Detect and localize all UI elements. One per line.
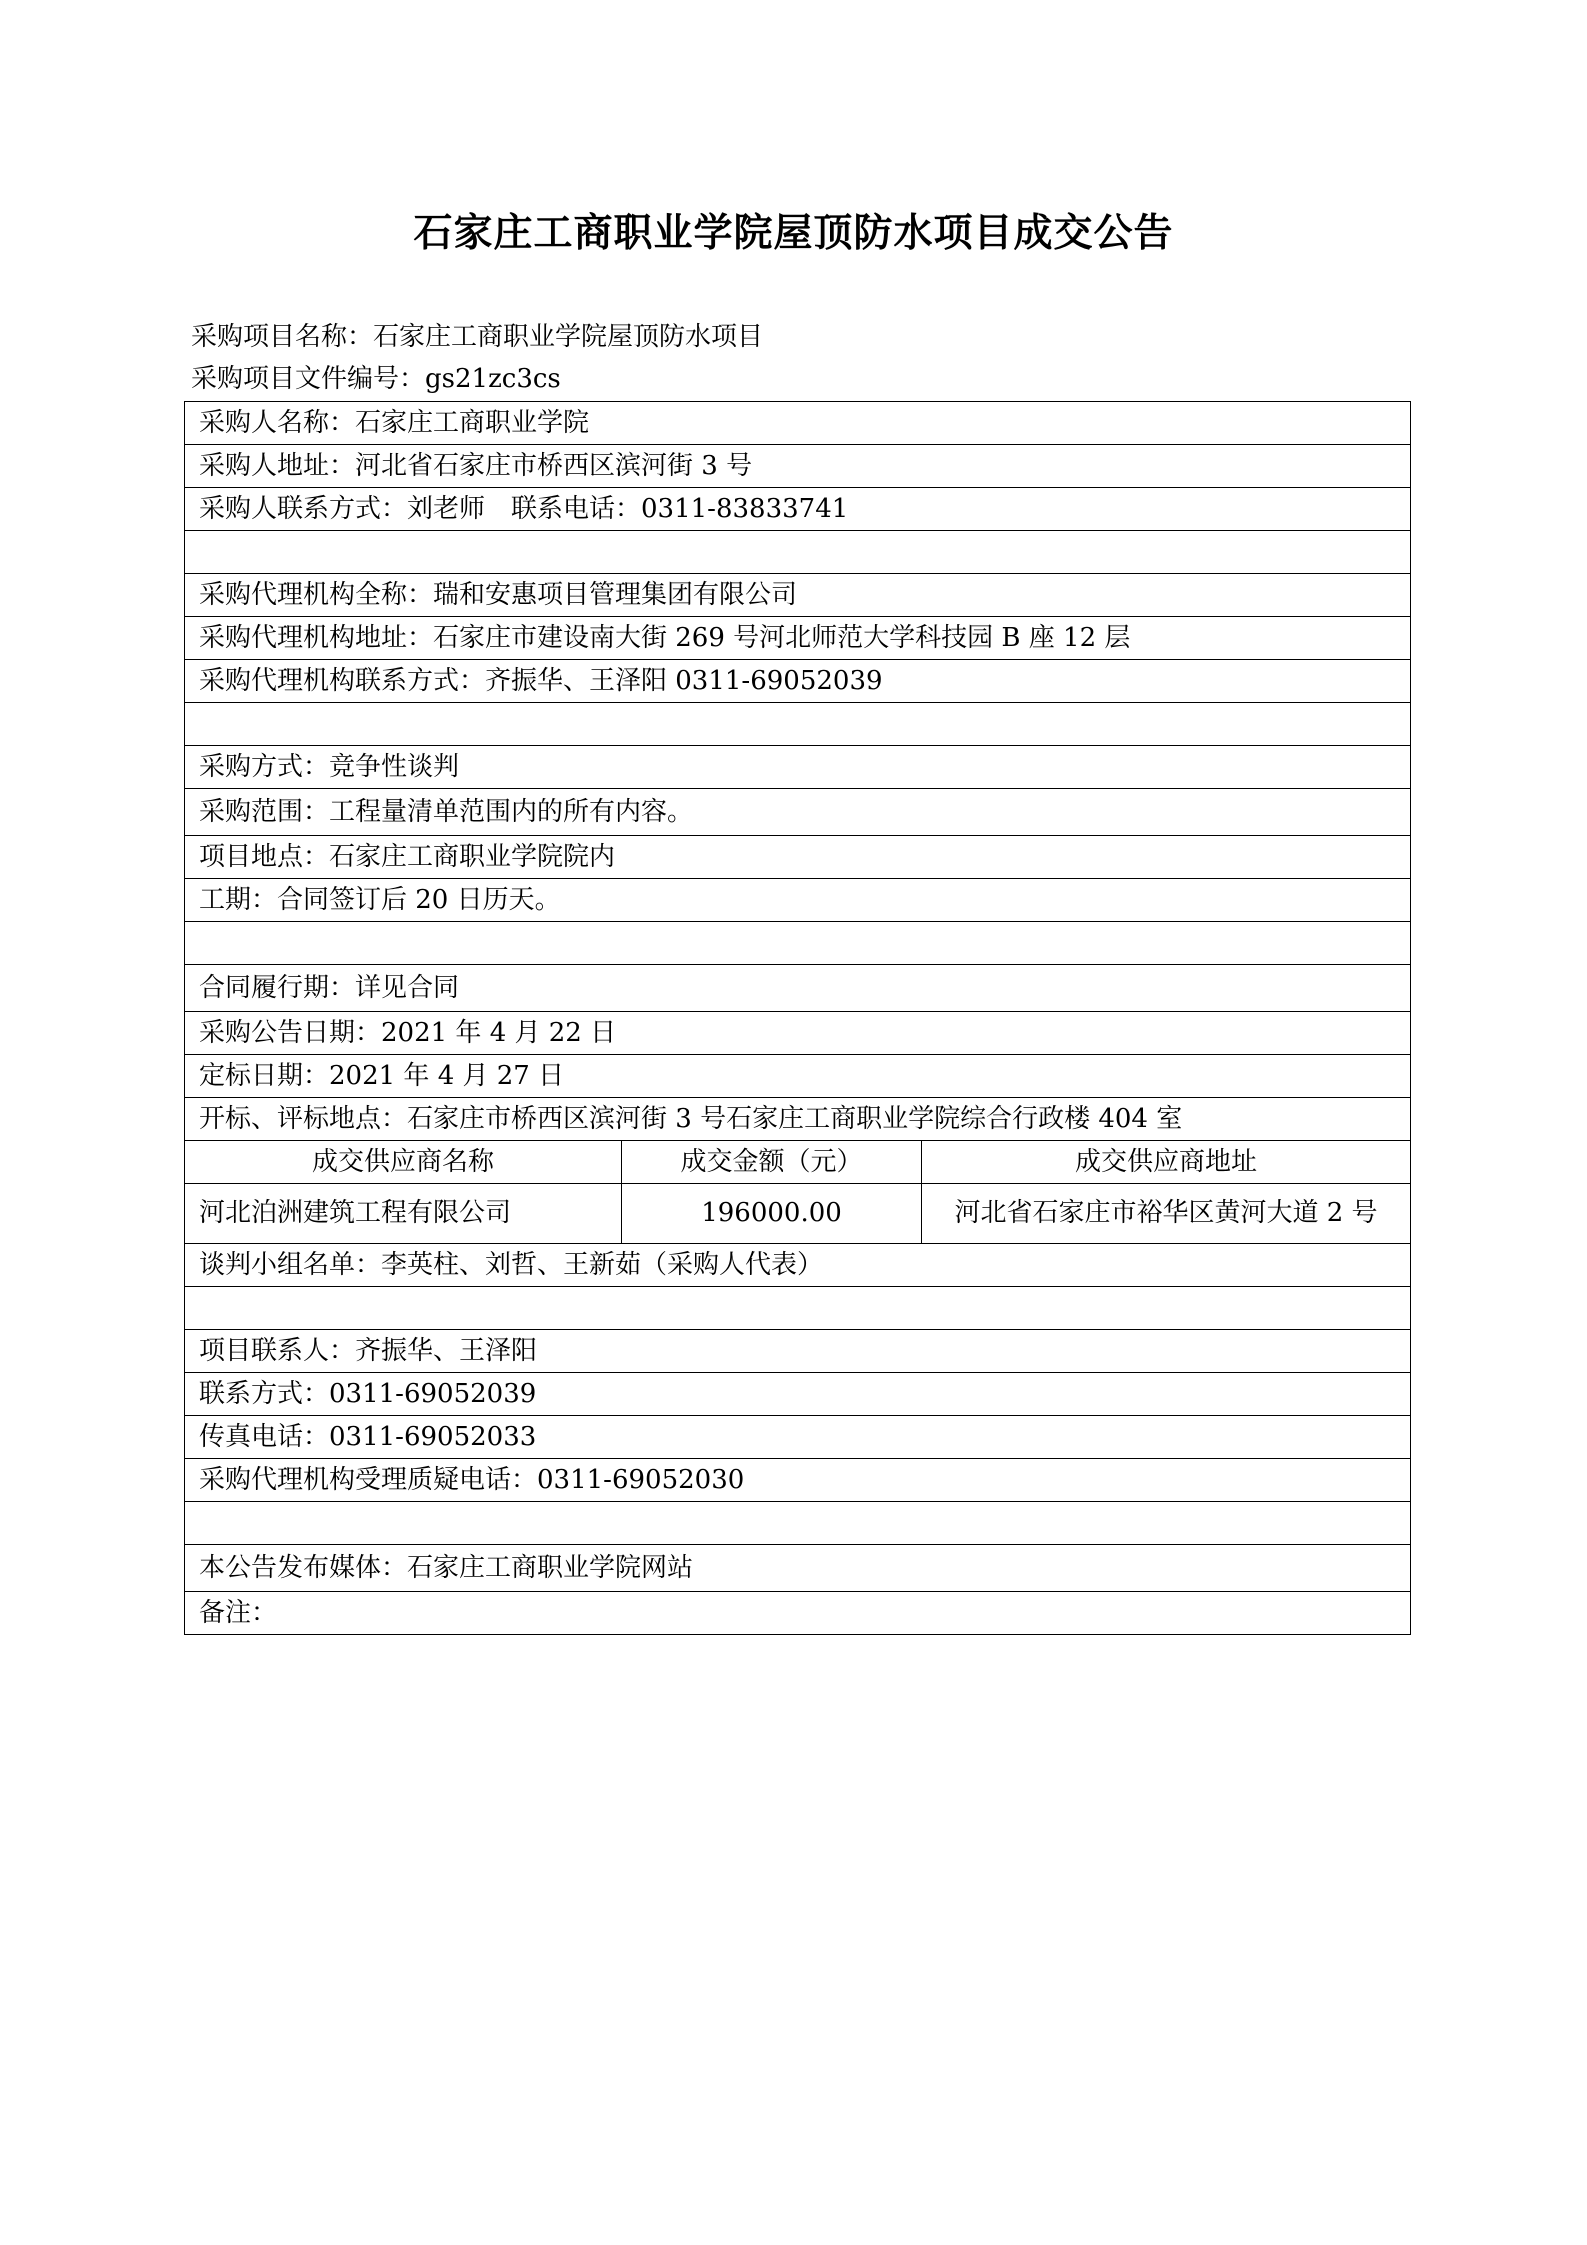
purchaser-address: 采购人地址：河北省石家庄市桥西区滨河街 3 号 — [185, 445, 1411, 488]
table-row — [185, 789, 1411, 836]
award-amount-header: 成交金额（元） — [622, 1141, 922, 1184]
table-row — [185, 1416, 1411, 1459]
contact-phone: 联系方式：0311-69052039 — [185, 1373, 1411, 1416]
supplier-header-row — [185, 1141, 1411, 1184]
supplier-address: 河北省石家庄市裕华区黄河大道 2 号 — [922, 1184, 1411, 1244]
table-row — [185, 879, 1411, 922]
contract-period: 合同履行期：详见合同 — [185, 965, 1411, 1012]
table-row — [185, 1545, 1411, 1592]
table-row — [185, 488, 1411, 531]
table-row — [185, 1592, 1411, 1635]
table-row — [185, 574, 1411, 617]
table-row — [185, 965, 1411, 1012]
procurement-method: 采购方式：竞争性谈判 — [185, 746, 1411, 789]
fax-number: 传真电话：0311-69052033 — [185, 1416, 1411, 1459]
complaint-phone: 采购代理机构受理质疑电话：0311-69052030 — [185, 1459, 1411, 1502]
blank-row — [185, 1287, 1411, 1330]
blank-row — [185, 703, 1411, 746]
supplier-row — [185, 1184, 1411, 1244]
project-code-line: 采购项目文件编号：gs21zc3cs — [191, 364, 561, 394]
supplier-name: 河北泊洲建筑工程有限公司 — [185, 1184, 622, 1244]
award-amount: 196000.00 — [622, 1184, 922, 1244]
publication-media: 本公告发布媒体：石家庄工商职业学院网站 — [185, 1545, 1411, 1592]
blank-row — [185, 922, 1411, 965]
award-date: 定标日期：2021 年 4 月 27 日 — [185, 1055, 1411, 1098]
table-row — [185, 660, 1411, 703]
project-contact-person: 项目联系人：齐振华、王泽阳 — [185, 1330, 1411, 1373]
table-row — [185, 1244, 1411, 1287]
remarks: 备注： — [185, 1592, 1411, 1635]
table-row — [185, 1459, 1411, 1502]
agency-name: 采购代理机构全称：瑞和安惠项目管理集团有限公司 — [185, 574, 1411, 617]
table-row — [185, 1287, 1411, 1330]
table-row — [185, 617, 1411, 660]
table-row — [185, 836, 1411, 879]
table-row — [185, 703, 1411, 746]
blank-row — [185, 531, 1411, 574]
table-row — [185, 1098, 1411, 1141]
purchaser-name: 采购人名称：石家庄工商职业学院 — [185, 402, 1411, 445]
supplier-address-header: 成交供应商地址 — [922, 1141, 1411, 1184]
table-row — [185, 1055, 1411, 1098]
document-title: 石家庄工商职业学院屋顶防水项目成交公告 — [413, 210, 1174, 256]
supplier-name-header: 成交供应商名称 — [185, 1141, 622, 1184]
table-row — [185, 402, 1411, 445]
construction-period: 工期：合同签订后 20 日历天。 — [185, 879, 1411, 922]
agency-address: 采购代理机构地址：石家庄市建设南大街 269 号河北师范大学科技园 B 座 12 层 — [185, 617, 1411, 660]
table-row — [185, 445, 1411, 488]
negotiation-panel: 谈判小组名单：李英柱、刘哲、王新茹（采购人代表） — [185, 1244, 1411, 1287]
project-name-line: 采购项目名称：石家庄工商职业学院屋顶防水项目 — [191, 322, 764, 352]
project-location: 项目地点：石家庄工商职业学院院内 — [185, 836, 1411, 879]
procurement-scope: 采购范围：工程量清单范围内的所有内容。 — [185, 789, 1411, 836]
table-row — [185, 746, 1411, 789]
agency-contact: 采购代理机构联系方式：齐振华、王泽阳 0311-69052039 — [185, 660, 1411, 703]
table-row — [185, 1373, 1411, 1416]
announcement-table — [184, 401, 1411, 1635]
purchaser-contact: 采购人联系方式：刘老师 联系电话：0311-83833741 — [185, 488, 1411, 531]
blank-row — [185, 1502, 1411, 1545]
table-row — [185, 922, 1411, 965]
table-row — [185, 1330, 1411, 1373]
table-row — [185, 531, 1411, 574]
table-row — [185, 1012, 1411, 1055]
bid-opening-location: 开标、评标地点：石家庄市桥西区滨河街 3 号石家庄工商职业学院综合行政楼 404 室 — [185, 1098, 1411, 1141]
announcement-date: 采购公告日期：2021 年 4 月 22 日 — [185, 1012, 1411, 1055]
table-row — [185, 1502, 1411, 1545]
